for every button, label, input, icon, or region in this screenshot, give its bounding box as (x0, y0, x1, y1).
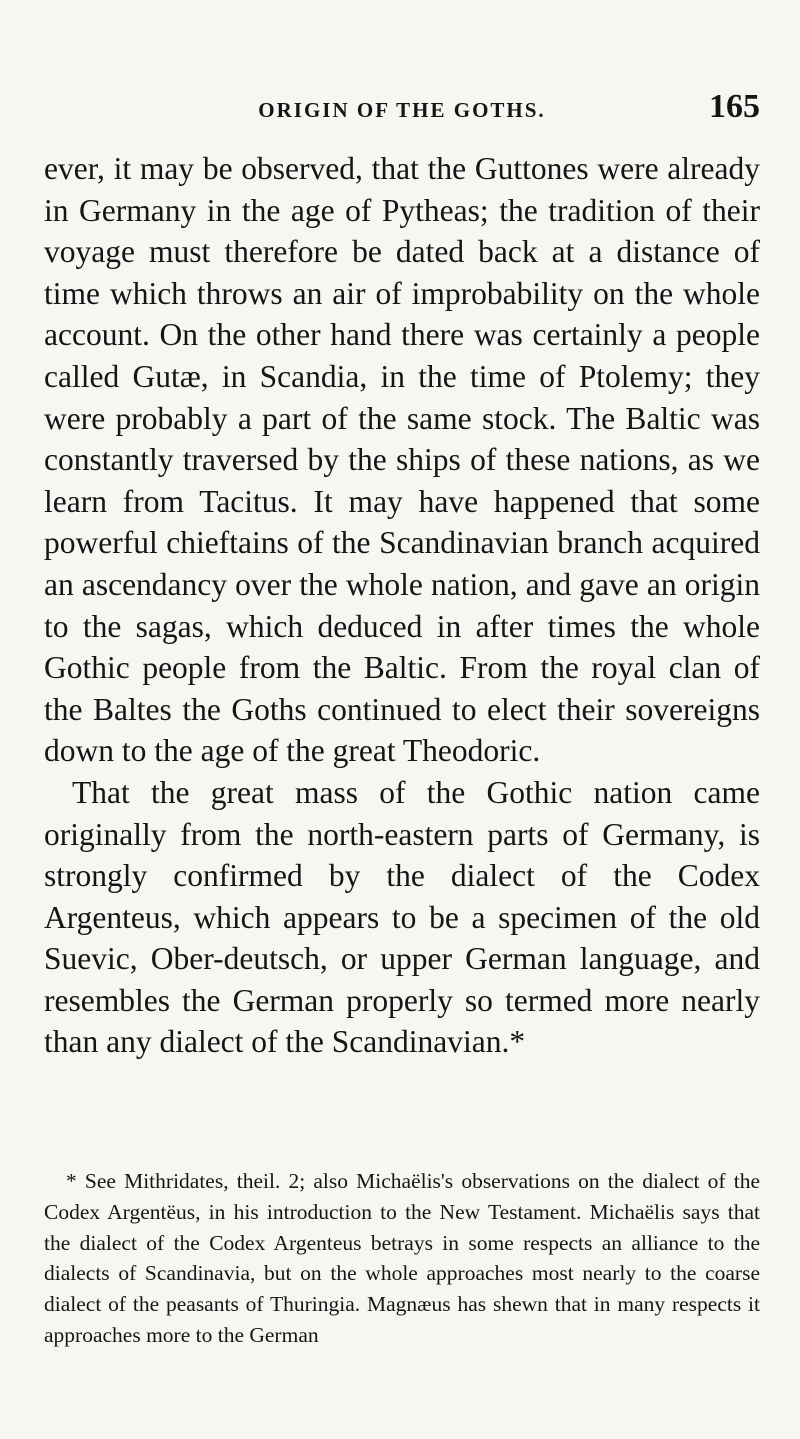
footnote-block (44, 1166, 760, 1351)
footnote: * See Mithridates, theil. 2; also Michaëlis's observations on the dialect of the Codex Argentëus, in his introduction to the New Testament. Michaëlis says that the dialect of the Codex Argenteus betrays in some respects an alliance to the dialects of Scandinavia, but on the whole approaches most nearly to the coarse dialect of the peasants of Thuringia. Magnæus has shewn that in many respects it approaches more to the German (44, 1169, 760, 1347)
page-header (44, 88, 760, 128)
main-text (44, 148, 760, 1063)
paragraph: ever, it may be observed, that the Guttones were already in Germany in the age of Pytheas; the tradition of their voyage must therefore be dated back at a distance of time which throws an air of improbability on the whole account. On the other hand there was certainly a people called Gutæ, in Scandia, in the time of Ptolemy; they were probably a part of the same stock. The Baltic was constantly traversed by the ships of these nations, as we learn from Tacitus. It may have happened that some powerful chieftains of the Scandinavian branch acquired an ascendancy over the whole nation, and gave an origin to the sagas, which deduced in after times the whole Gothic people from the Baltic. From the royal clan of the Baltes the Goths continued to elect their sovereigns down to the age of the great Theodoric. (44, 151, 760, 769)
running-title: ORIGIN OF THE GOTHS. (258, 98, 546, 122)
paragraph: That the great mass of the Gothic nation came originally from the north-eastern parts of Germany, is strongly confirmed by the dialect of the Codex Argenteus, which appears to be a specimen of the old Suevic, Ober-deutsch, or upper German language, and resembles the German properly so termed more nearly than any dialect of the Scandinavian.* (44, 774, 760, 1060)
page-number: 165 (709, 88, 760, 125)
